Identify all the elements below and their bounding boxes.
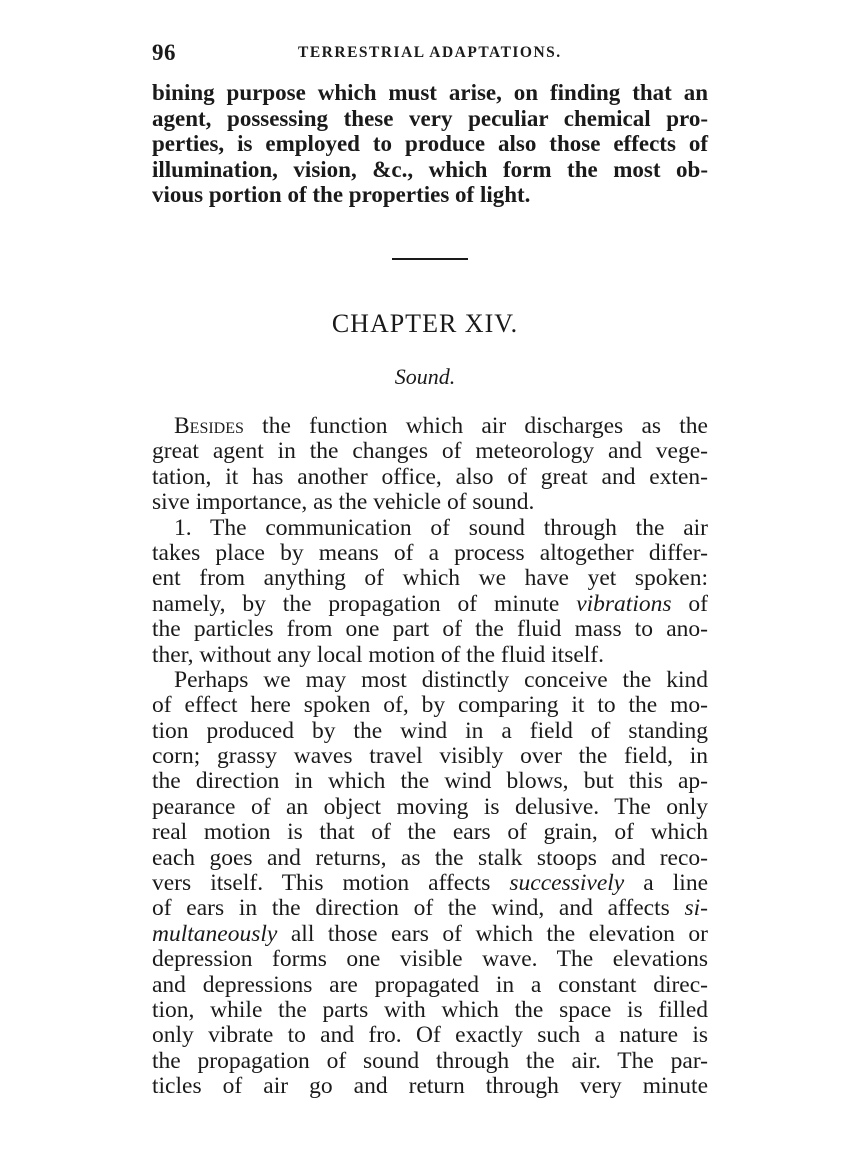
text-line: each goes and returns, as the stalk stoops and reco- bbox=[152, 844, 708, 871]
text-line: real motion is that of the ears of grain, of which bbox=[152, 819, 708, 846]
text-line: the direction in which the wind blows, but this ap- bbox=[152, 768, 708, 795]
chapter-body bbox=[152, 414, 708, 1100]
text-line: corn; grassy waves travel visibly over the field, in bbox=[152, 743, 708, 770]
text-line bbox=[152, 592, 708, 617]
text-line: the propagation of sound through the air. The par- bbox=[152, 1047, 708, 1074]
drop-word: Besides bbox=[174, 413, 244, 439]
running-title: TERRESTRIAL ADAPTATIONS. bbox=[298, 44, 562, 61]
text-line: Perhaps we may most distinctly conceive the kind bbox=[174, 666, 708, 693]
text-line: of effect here spoken of, by comparing it to the mo- bbox=[152, 692, 708, 719]
text-line: ent from anything of which we have yet spoken: bbox=[152, 565, 708, 592]
text-fragment: vers itself. This motion affects bbox=[152, 870, 510, 897]
text-line: ticles of air go and return through very minute bbox=[152, 1073, 708, 1100]
text-line: 1. The communication of sound through the air bbox=[174, 514, 708, 541]
text-fragment: the function which air discharges as the bbox=[243, 413, 708, 439]
section-divider bbox=[392, 258, 468, 260]
emphasis-text: multaneously bbox=[152, 920, 278, 947]
chapter-title: CHAPTER XIV. bbox=[331, 309, 519, 338]
running-head bbox=[152, 40, 708, 70]
text-line: tation, it has another office, also of great and exten- bbox=[152, 463, 708, 490]
text-line bbox=[152, 871, 708, 896]
continuation-paragraph bbox=[152, 80, 708, 208]
text-line: pearance of an object moving is delusive. The only bbox=[152, 793, 708, 820]
text-line: vious portion of the properties of light. bbox=[152, 182, 531, 208]
text-line bbox=[152, 414, 708, 439]
page-number: 96 bbox=[152, 40, 176, 65]
emphasis-text: si- bbox=[684, 895, 708, 922]
text-fragment: of bbox=[671, 590, 708, 617]
text-line: bining purpose which must arise, on finding that an bbox=[152, 80, 708, 105]
text-line: the particles from one part of the fluid mass to ano- bbox=[152, 616, 708, 643]
text-fragment: namely, by the propagation of minute bbox=[152, 590, 577, 617]
text-line bbox=[152, 922, 708, 947]
text-line: tion produced by the wind in a field of standing bbox=[152, 717, 708, 744]
chapter-subtitle: Sound. bbox=[394, 364, 456, 389]
text-fragment: a line bbox=[624, 870, 709, 897]
text-line: only vibrate to and fro. Of exactly such a nature is bbox=[152, 1022, 708, 1049]
text-line: illumination, vision, &c., which form the most ob- bbox=[152, 156, 708, 182]
emphasis-text: successively bbox=[509, 870, 625, 897]
text-line: and depressions are propagated in a constant direc- bbox=[152, 971, 708, 998]
text-line: perties, is employed to produce also those effects of bbox=[152, 131, 708, 157]
text-line: sive importance, as the vehicle of sound. bbox=[152, 489, 535, 516]
text-line: ther, without any local motion of the fluid itself. bbox=[152, 641, 604, 668]
text-line: depression forms one visible wave. The elevations bbox=[152, 946, 708, 973]
text-line: tion, while the parts with which the space is filled bbox=[152, 996, 708, 1023]
text-line: great agent in the changes of meteorology and vege- bbox=[152, 438, 708, 465]
text-line: takes place by means of a process altogether differ- bbox=[152, 539, 708, 566]
text-line: agent, possessing these very peculiar chemical pro- bbox=[152, 105, 708, 131]
text-fragment: all those ears of which the elevation or bbox=[277, 920, 708, 947]
text-fragment: of ears in the direction of the wind, and affects bbox=[152, 895, 685, 922]
emphasis-text: vibrations bbox=[576, 590, 672, 617]
text-line bbox=[152, 896, 708, 921]
